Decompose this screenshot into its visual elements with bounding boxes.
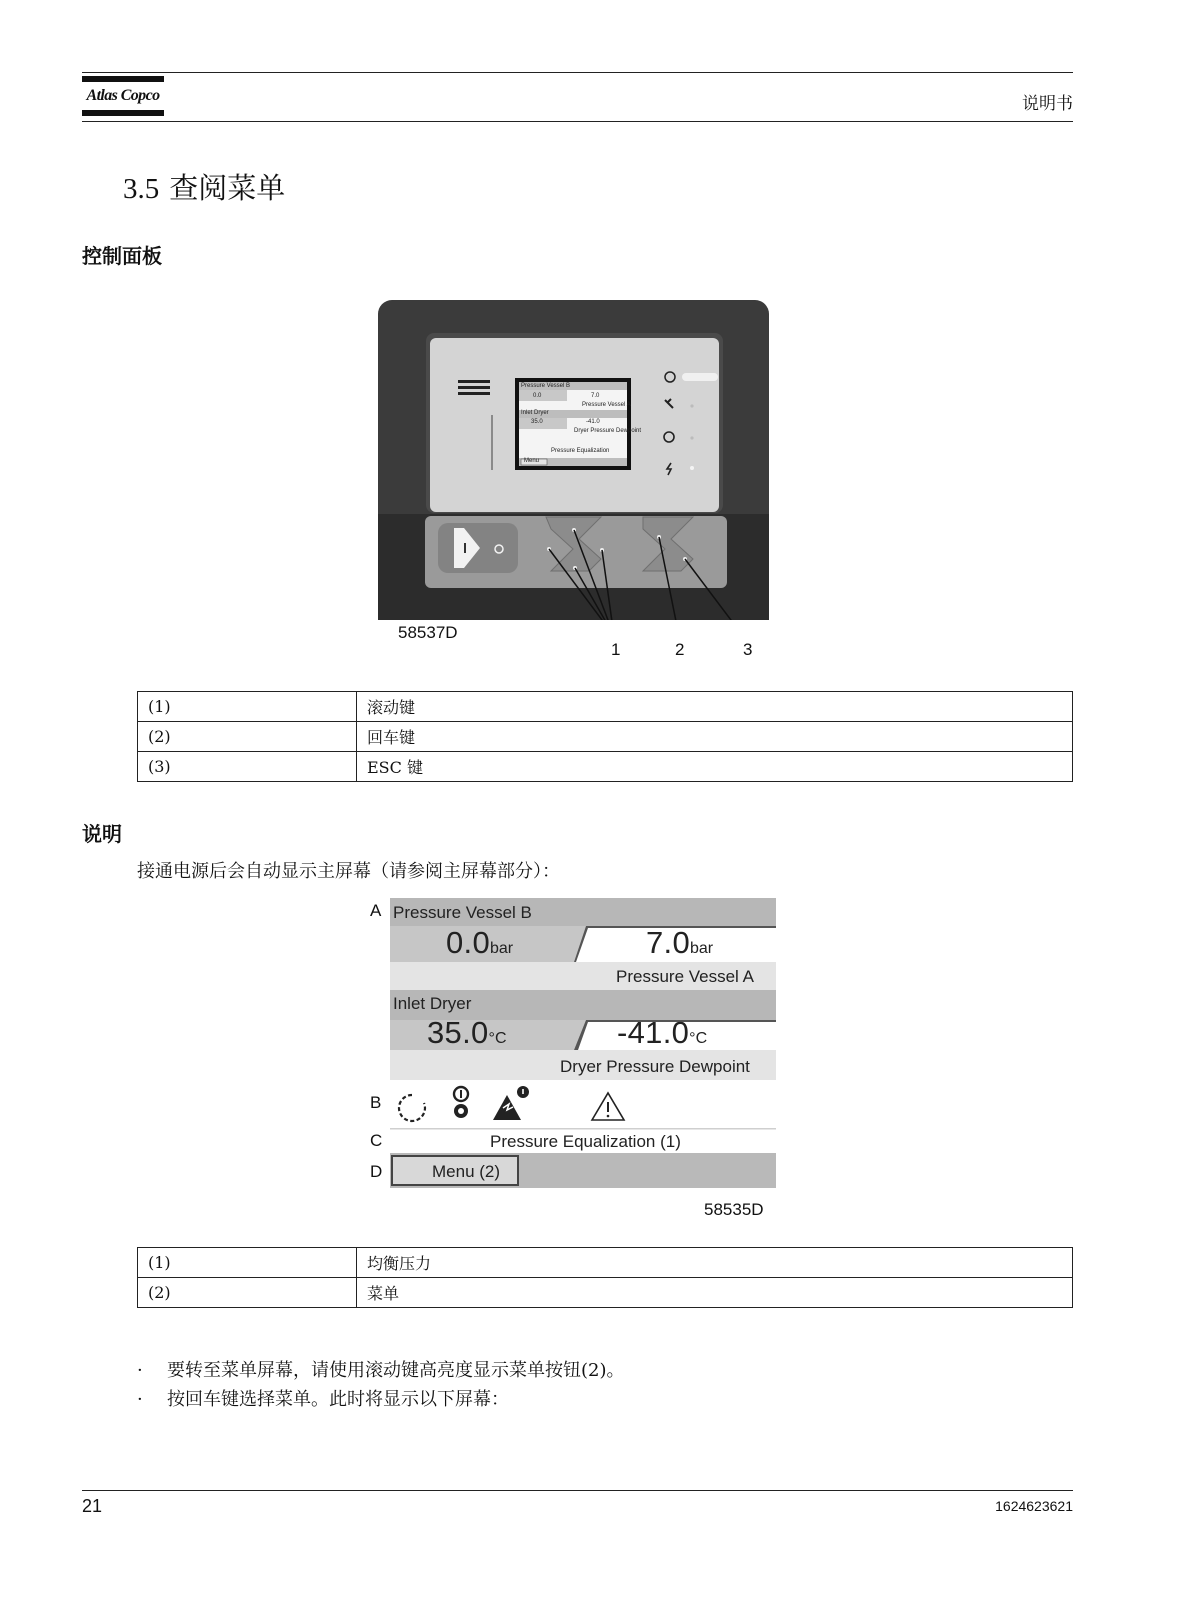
- table-row: [138, 692, 1073, 722]
- inlet-dryer-label: Inlet Dryer: [393, 994, 472, 1013]
- mini-top-right-label: Pressure Vessel A: [582, 402, 631, 408]
- power-led: [682, 373, 718, 381]
- panel-brand-bar-bottom: [458, 392, 490, 395]
- inlet-dryer-unit: °C: [488, 1030, 507, 1047]
- panel-vertical-text: [491, 415, 493, 470]
- mini-mid-right-value: -41.0: [586, 419, 600, 425]
- legend-key: (3): [138, 752, 357, 782]
- mini-top-left-label: Pressure Vessel B: [521, 383, 571, 389]
- menu-button[interactable]: Menu (2): [432, 1162, 501, 1181]
- description-intro: 接通电源后会自动显示主屏幕（请参阅主屏幕部分）：: [137, 861, 560, 882]
- mini-top-left-value: 0.0: [533, 393, 542, 399]
- section-number: 3.5: [123, 173, 160, 205]
- list-item-text: 按回车键选择菜单。此时将显示以下屏幕：: [167, 1389, 509, 1410]
- document-type: 说明书: [1022, 94, 1073, 114]
- legend-key: (2): [138, 1278, 357, 1308]
- main-screen-figure-id: 58535D: [704, 1200, 764, 1219]
- status-text: Pressure Equalization (1): [490, 1132, 681, 1151]
- mini-mid-left-value: 35.0: [531, 419, 543, 425]
- table-row: [138, 1248, 1073, 1278]
- panel-brand-bar-mid: [458, 386, 490, 389]
- vessel-b-reading: [446, 925, 513, 961]
- main-screen-legend-table: [137, 1247, 1073, 1308]
- legend-key: (1): [138, 1248, 357, 1278]
- vessel-a-value: 7.0: [646, 925, 690, 960]
- description-heading: 说明: [82, 822, 122, 846]
- row-label-c: C: [370, 1131, 383, 1150]
- mini-mid-left-label: Inlet Dryer: [521, 410, 549, 416]
- mini-menu-button: Menu: [524, 458, 540, 464]
- atlas-copco-logo: Atlas Copco: [82, 76, 164, 116]
- callout-enter-key: 2: [675, 640, 685, 659]
- callout-esc-key: 3: [743, 640, 753, 659]
- list-item: · 要转至菜单屏幕，请使用滚动键高亮度显示菜单按钮(2)。: [137, 1360, 625, 1381]
- instruction-list: [137, 1356, 625, 1414]
- table-row: [138, 752, 1073, 782]
- mini-mid-right-label: Dryer Pressure Dewpoint: [574, 428, 642, 434]
- legend-desc: 均衡压力: [357, 1248, 1073, 1278]
- footer-rule: [82, 1490, 1073, 1491]
- legend-desc: 滚动键: [357, 692, 1073, 722]
- vessel-b-label: Pressure Vessel B: [393, 903, 532, 922]
- header-top-rule: [82, 72, 1073, 73]
- dewpoint-label: Dryer Pressure Dewpoint: [560, 1057, 750, 1076]
- callout-scroll-keys: 1: [611, 640, 621, 659]
- vessel-a-unit: bar: [690, 940, 714, 957]
- control-panel-figure: [378, 300, 769, 620]
- control-panel-legend-table: [137, 691, 1073, 782]
- table-row: [138, 1278, 1073, 1308]
- dewpoint-reading: [617, 1015, 707, 1051]
- legend-key: (2): [138, 722, 357, 752]
- vessel-a-reading: [646, 925, 713, 961]
- panel-brand-bar-top: [458, 380, 490, 383]
- row-label-b: B: [370, 1093, 382, 1112]
- dewpoint-value: -41.0: [617, 1015, 690, 1050]
- legend-desc: 菜单: [357, 1278, 1073, 1308]
- section-title-text: 查阅菜单: [169, 171, 286, 205]
- control-panel-figure-id: 58537D: [398, 623, 458, 642]
- legend-desc: 回车键: [357, 722, 1073, 752]
- mini-top-right-value: 7.0: [591, 393, 600, 399]
- inlet-dryer-value: 35.0: [427, 1015, 489, 1050]
- header-bottom-rule: [82, 121, 1073, 122]
- table-row: [138, 722, 1073, 752]
- section-title: [123, 166, 285, 207]
- list-item-text: 要转至菜单屏幕，请使用滚动键高亮度显示菜单按钮(2)。: [167, 1360, 625, 1381]
- mini-status-label: Pressure Equalization: [551, 448, 610, 454]
- inlet-dryer-reading: [427, 1015, 507, 1051]
- document-number: 1624623621: [995, 1498, 1073, 1514]
- page-number: 21: [82, 1496, 103, 1516]
- vessel-b-unit: bar: [490, 940, 514, 957]
- legend-key: (1): [138, 692, 357, 722]
- dewpoint-unit: °C: [689, 1030, 708, 1047]
- control-panel-heading: 控制面板: [82, 244, 162, 268]
- list-item: · 按回车键选择菜单。此时将显示以下屏幕：: [137, 1389, 509, 1410]
- vessel-b-value: 0.0: [446, 925, 490, 960]
- row-label-d: D: [370, 1162, 383, 1181]
- row-label-a: A: [370, 901, 382, 920]
- legend-desc: ESC 键: [357, 752, 1073, 782]
- vessel-a-label: Pressure Vessel A: [616, 967, 754, 986]
